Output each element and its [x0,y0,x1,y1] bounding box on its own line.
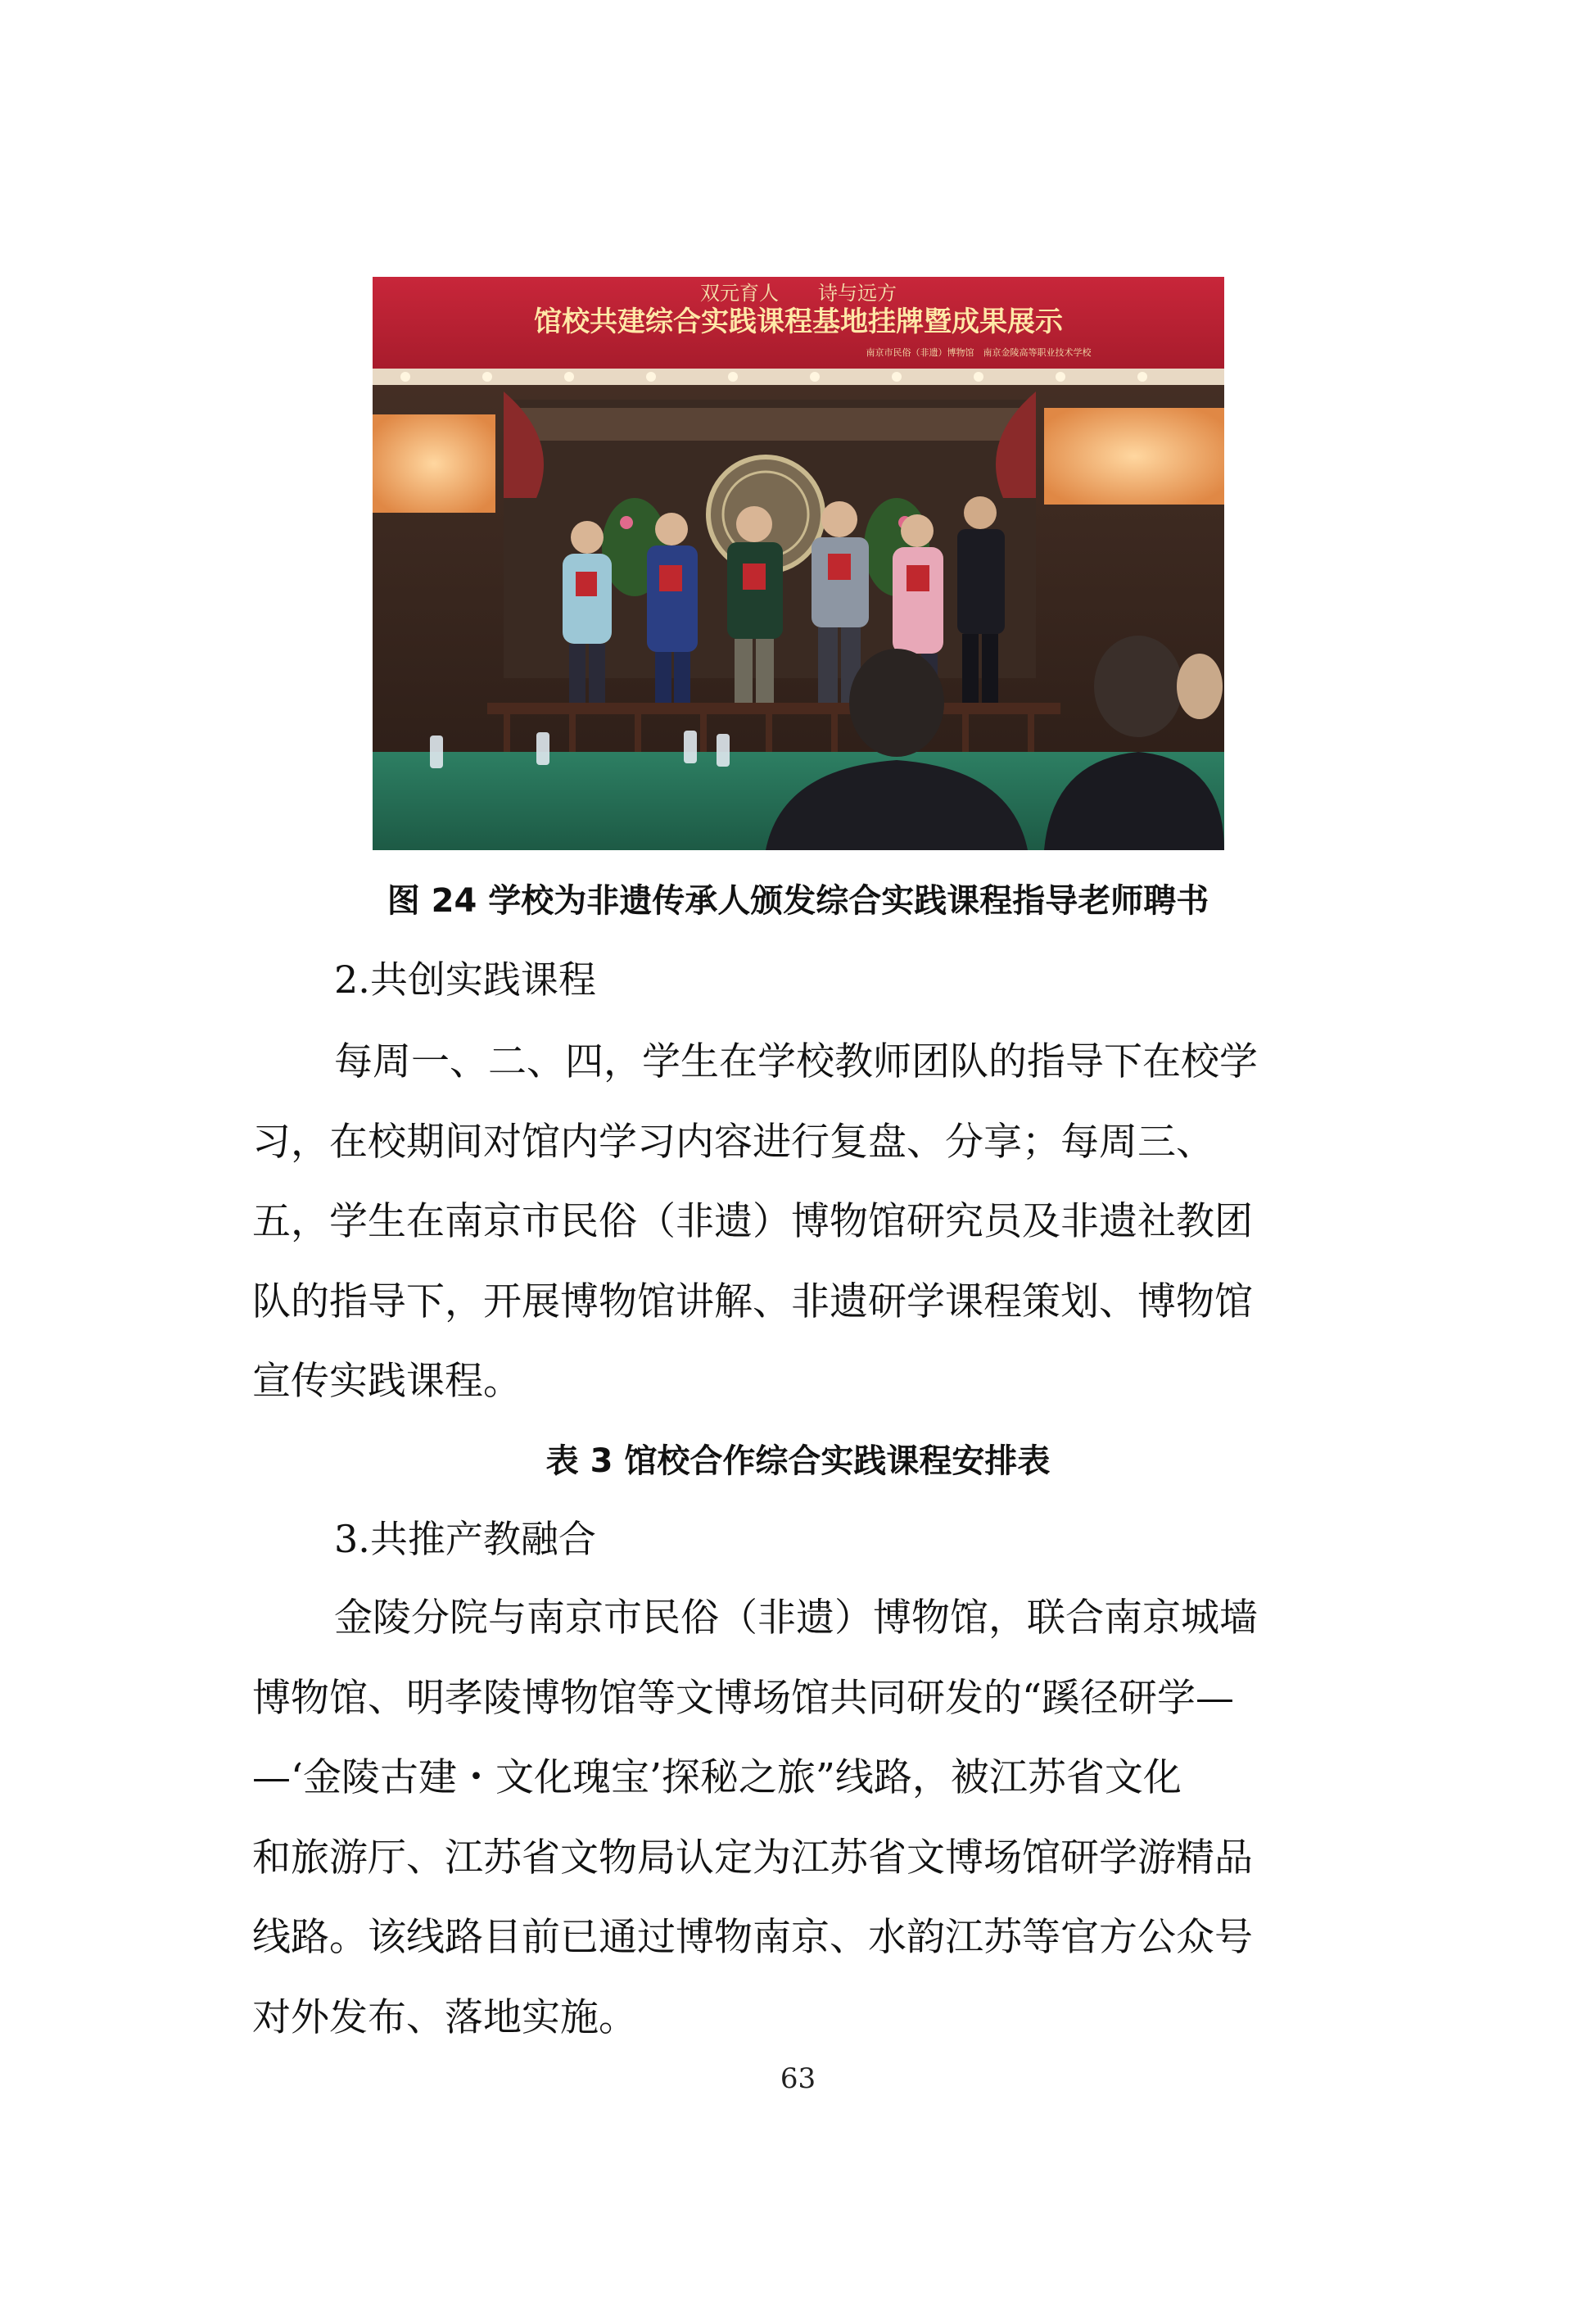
section3-line: 金陵分院与南京市民俗（非遗）博物馆，联合南京城墙 [334,1596,1258,1641]
section2-line: 每周一、二、四，学生在学校教师团队的指导下在校学 [334,1039,1258,1084]
section3-line: 线路。该线路目前已通过博物南京、水韵江苏等官方公众号 [252,1915,1253,1960]
section2-line: 五，学生在南京市民俗（非遗）博物馆研究员及非遗社教团 [252,1199,1253,1244]
banner-line1: 双元育人 诗与远方 [700,282,897,305]
table-caption: 表 3 馆校合作综合实践课程安排表 [545,1442,1051,1480]
section2-heading: 2.共创实践课程 [334,957,596,1002]
section3-line: 和旅游厅、江苏省文物局认定为江苏省文博场馆研学游精品 [252,1835,1253,1881]
section3-line: 博物馆、明孝陵博物馆等文博场馆共同研发的“蹊径研学— [252,1675,1235,1721]
right-screen [1044,408,1224,505]
section3-line: —‘金陵古建・文化瑰宝’探秘之旅”线路，被江苏省文化 [252,1755,1182,1800]
section2-line: 习，在校期间对馆内学习内容进行复盘、分享；每周三、 [252,1119,1214,1165]
event-photo [373,277,1224,850]
section3-heading: 3.共推产教融合 [334,1517,596,1561]
page-number: 63 [780,2062,816,2095]
banner-line2: 馆校共建综合实践课程基地挂牌暨成果展示 [534,306,1063,338]
section2-paragraph [252,1022,1317,1422]
section3-paragraph [252,1578,1317,2057]
banner-small: 南京市民俗（非遗）博物馆 南京金陵高等职业技术学校 [866,347,1092,358]
section2-line: 宣传实践课程。 [252,1359,522,1404]
photo-illustration [373,277,1224,850]
section2-line: 队的指导下，开展博物馆讲解、非遗研学课程策划、博物馆 [252,1279,1253,1324]
section3-line: 对外发布、落地实施。 [252,1994,637,2040]
figure-caption: 图 24 学校为非遗传承人颁发综合实践课程指导老师聘书 [387,882,1209,920]
left-screen [373,414,495,513]
